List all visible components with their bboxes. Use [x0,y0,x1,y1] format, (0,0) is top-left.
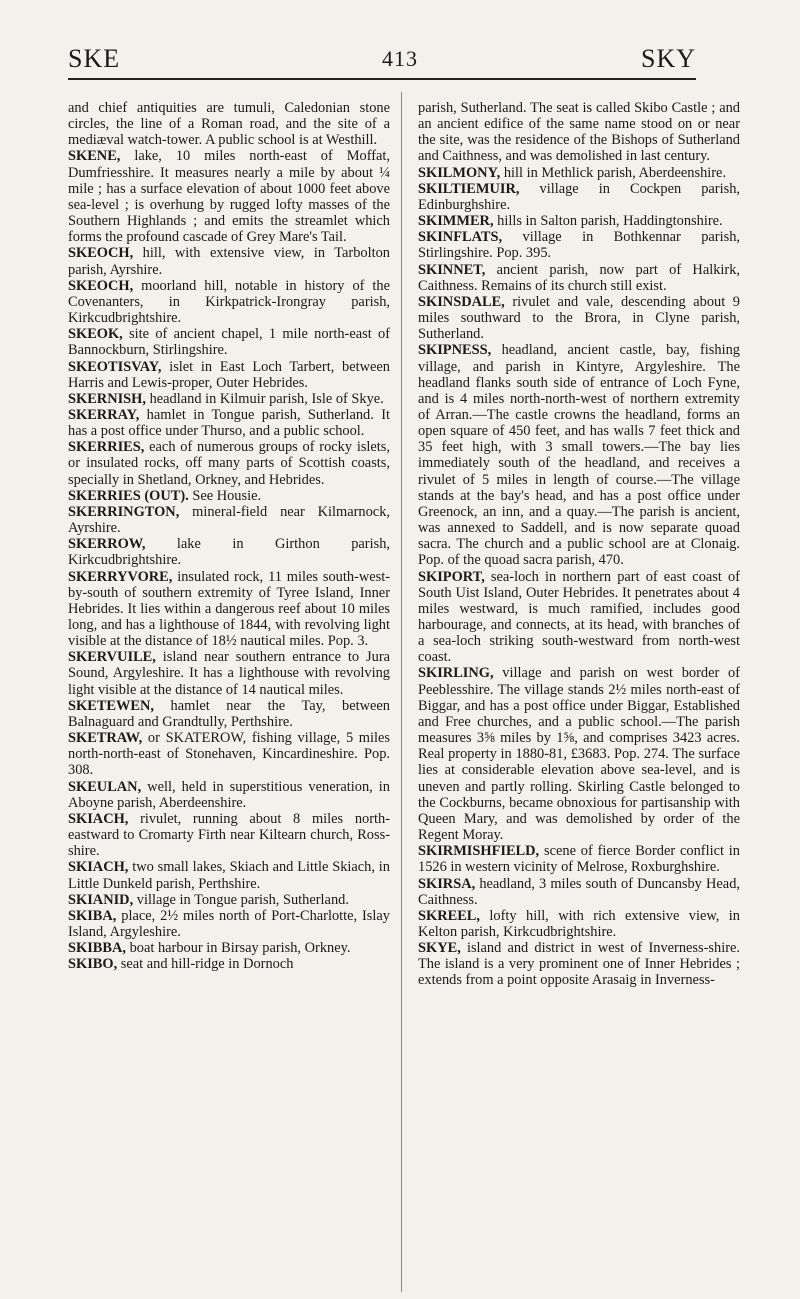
dictionary-entry [68,569,390,650]
dictionary-entry [68,649,390,697]
running-head-right: SKY [640,44,696,73]
entry-text: well, held in superstitious veneration, in Aboyne parish, Aberdeenshire. [68,778,390,811]
entry-headword: SKENE, [68,148,121,165]
dictionary-entry [68,407,390,439]
entry-headword: SKIBBA, [68,940,126,957]
left-column [68,100,390,972]
dictionary-entry [418,165,740,181]
entry-text: village in Bothkennar parish, Stirlingshire. Pop. 395. [418,229,740,262]
dictionary-entry [68,488,390,504]
dictionary-entry [418,229,740,261]
entry-text: See Housie. [188,487,262,504]
dictionary-entry [68,100,390,148]
entry-headword: SKIBO, [68,956,118,973]
entry-headword: SKIBA, [68,907,117,924]
dictionary-entry [418,569,740,666]
header-rule [68,78,696,80]
dictionary-entry [68,698,390,730]
entry-text: island near southern entrance to Jura Sound, Argyleshire. It has a lighthouse with revolving light visible at the distance of 14 nautical miles. [68,649,390,698]
entry-text: islet in East Loch Tarbert, between Harris and Lewis-proper, Outer Hebrides. [68,358,390,391]
dictionary-entry [418,876,740,908]
entry-text: parish, Sutherland. The seat is called Skibo Castle ; and an ancient edifice of the same name stood on or near the site, was the residence of the Bishops of Sutherland and Caithness, and was demolished in last century. [418,100,740,165]
dictionary-entry [418,843,740,875]
entry-headword: SKETEWEN, [68,697,154,714]
entry-text: headland, ancient castle, bay, fishing village, and parish in Kintyre, Argyleshire. The headland flanks south side of entrance of Loch Fyne, and is 4 miles north-north-west of northern extremity of Arran.—The castle crowns the headland, forms an open square of 450 feet, and has walls 7 feet thick and 35 feet high, with 3 small towers.—The bay lies immediately south of the headland, and receives a rivulet of 5 miles in length of course.—The village stands at the bay's head, and has a post office under Greenock, an inn, and a quay.—The parish is ancient, was annexed to Saddell, and is now separate quoad sacra. The church and a public school are at Clonaig. Pop. of the quoad sacra parish, 470. [418,342,740,569]
dictionary-entry [68,148,390,245]
entry-headword: SKILTIEMUIR, [418,180,520,197]
entry-headword: SKERRIES (OUT). [68,487,189,504]
entry-text: hill, with extensive view, in Tarbolton parish, Ayrshire. [68,245,390,278]
dictionary-entry [68,245,390,277]
entry-headword: SKIANID, [68,891,134,908]
entry-text: ancient parish, now part of Halkirk, Caithness. Remains of its church still exist. [418,261,740,294]
dictionary-entry [68,391,390,407]
dictionary-entry [418,908,740,940]
entry-headword: SKEOCH, [68,277,134,294]
entry-text: moorland hill, notable in history of the Covenanters, in Kirkpatrick-Irongray parish, Kirkcudbrightshire. [68,277,390,327]
entry-text: and chief antiquities are tumuli, Caledonian stone circles, the line of a Roman road, and the site of a mediæval watch-tower. A public school is at Westhill. [68,100,390,149]
dictionary-entry [68,956,390,972]
dictionary-entry [68,859,390,891]
entry-text: two small lakes, Skiach and Little Skiach, in Little Dunkeld parish, Perthshire. [68,859,390,892]
entry-headword: SKREEL, [418,907,480,924]
dictionary-entry [418,342,740,568]
dictionary-entry [418,665,740,843]
entry-headword: SKIMMER, [418,213,494,230]
entry-headword: SKERRINGTON, [68,503,180,520]
entry-headword: SKERRYVORE, [68,568,173,585]
column-divider [401,92,402,1292]
entry-text: lofty hill, with rich extensive view, in Kelton parish, Kirkcudbrightshire. [418,907,740,940]
entry-text: or SKATEROW, fishing village, 5 miles north-north-east of Stonehaven, Kincardineshire. Pop. 308. [68,730,390,779]
dictionary-entry [68,940,390,956]
entry-headword: SKEOK, [68,326,123,343]
entry-text: mineral-field near Kilmarnock, Ayrshire. [68,503,390,537]
entry-headword: SKEULAN, [68,778,142,795]
entry-headword: SKIRLING, [418,665,494,682]
entry-headword: SKILMONY, [418,164,501,181]
entry-text: site of ancient chapel, 1 mile north-east of Bannockburn, Stirlingshire. [68,326,390,359]
entry-headword: SKIRSA, [418,875,476,892]
dictionary-entry [68,908,390,940]
entry-text: rivulet, running about 8 miles north-eastward to Cromarty Firth near Kiltearn church, Ross-shire. [68,810,390,860]
dictionary-entry [68,892,390,908]
entry-text: headland, 3 miles south of Duncansby Head, Caithness. [418,875,740,908]
running-head-left: SKE [68,44,121,73]
dictionary-entry [68,811,390,859]
dictionary-entry [68,730,390,778]
entry-headword: SKIPORT, [418,568,485,585]
dictionary-entry [68,439,390,487]
dictionary-entry [68,278,390,326]
entry-headword: SKERROW, [68,536,146,553]
entry-headword: SKINFLATS, [418,229,503,246]
entry-headword: SKYE, [418,940,461,957]
entry-headword: SKIRMISHFIELD, [418,843,540,860]
page-number: 413 [382,46,418,71]
entry-text: headland in Kilmuir parish, Isle of Skye. [145,390,384,407]
entry-headword: SKETRAW, [68,730,143,747]
entry-text: scene of fierce Border conflict in 1526 in western vicinity of Melrose, Roxburghshire. [418,843,740,876]
dictionary-entry [418,262,740,294]
dictionary-entry [68,536,390,568]
entry-text: seat and hill-ridge in Dornoch [117,956,294,973]
dictionary-entry [68,326,390,358]
entry-text: hill in Methlick parish, Aberdeenshire. [500,164,727,181]
entry-headword: SKINSDALE, [418,293,505,310]
dictionary-entry [418,294,740,342]
entry-text: lake in Girthon parish, Kirkcudbrightshire. [68,536,390,569]
entry-text: island and district in west of Inverness-shire. The island is a very prominent one of Inner Hebrides ; extends from a point opposite Arasaig in Inverness- [418,940,740,989]
entry-headword: SKERVUILE, [68,649,156,666]
dictionary-entry [418,100,740,165]
entry-text: lake, 10 miles north-east of Moffat, Dumfriesshire. It measures nearly a mile by about ¼ mile ; has a surface elevation of about 1000 feet above sea-level ; is overhung by rugged lofty masses of the Southern Highlands ; and emits the streamlet which forms the profound cascade of Grey Mare's Tail. [68,148,390,246]
entry-headword: SKIPNESS, [418,342,492,359]
entry-text: village and parish on west border of Peeblesshire. The village stands 2½ miles north-east of Biggar, and has a post office under Biggar, Established and Free churches, and a public school.—The parish measures 3⅝ miles by 1⅝, and comprises 3423 acres. Real property in 1880-81, £3683. Pop. 274. The surface lies at considerable elevation above sea-level, and is uneven and partly rolling. Skirling Castle belonged to the Cockburns, became obnoxious for partisanship with Queen Mary, and was demolished by order of the Regent Moray. [418,665,740,844]
entry-text: hamlet near the Tay, between Balnaguard and Grandtully, Perthshire. [68,697,390,730]
entry-text: hills in Salton parish, Haddingtonshire. [493,213,723,230]
entry-headword: SKERNISH, [68,390,146,407]
dictionary-entry [418,213,740,229]
entry-text: hamlet in Tongue parish, Sutherland. It has a post office under Thurso, and a public school. [68,406,390,440]
entry-headword: SKIACH, [68,810,129,827]
entry-headword: SKEOTISVAY, [68,358,162,375]
entry-headword: SKERRIES, [68,439,145,456]
entry-text: village in Tongue parish, Sutherland. [133,891,349,908]
entry-text: village in Cockpen parish, Edinburghshire. [418,180,740,213]
entry-headword: SKIACH, [68,859,129,876]
entry-text: rivulet and vale, descending about 9 miles southward to the Brora, in Clyne parish, Sutherland. [418,293,740,343]
entry-headword: SKEOCH, [68,245,134,262]
entry-text: sea-loch in northern part of east coast of South Uist Island, Outer Hebrides. It penetrates about 4 miles westward, is much ramified, includes good harbourage, and connects, at its head, with branches of a sea-loch striking south-westward from north-west coast. [418,568,740,666]
dictionary-entry [68,779,390,811]
dictionary-entry [68,504,390,536]
dictionary-entry [68,359,390,391]
right-column [418,100,740,989]
dictionary-entry [418,940,740,988]
entry-headword: SKERRAY, [68,406,140,423]
dictionary-entry [418,181,740,213]
entry-text: boat harbour in Birsay parish, Orkney. [125,940,351,957]
entry-headword: SKINNET, [418,261,486,278]
entry-text: place, 2½ miles north of Port-Charlotte, Islay Island, Argyleshire. [68,907,390,940]
entry-text: each of numerous groups of rocky islets, or insulated rocks, off many parts of Scottish coasts, specially in Shetland, Orkney, and Hebrides. [68,439,390,488]
entry-text: insulated rock, 11 miles south-west-by-south of southern extremity of Tyree Island, Inner Hebrides. It lies within a dangerous reef about 10 miles long, and has a lighthouse of 1844, with revolving light visible at the distance of 18½ nautical miles. Pop. 3. [68,568,390,650]
